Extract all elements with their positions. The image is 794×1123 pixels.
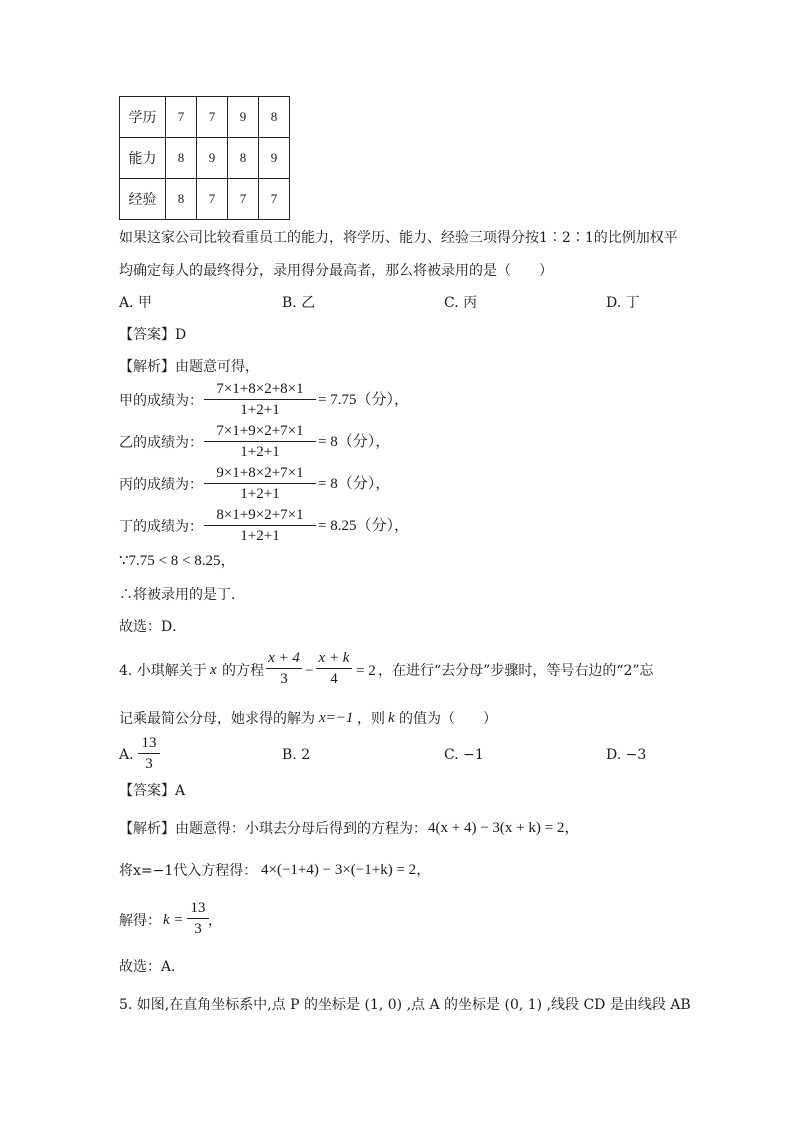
table-cell: 8 <box>166 179 197 220</box>
q4-optA-num: 13 <box>141 735 157 751</box>
q4-solve-label: 解得： <box>119 913 161 929</box>
table-cell: 7 <box>197 97 228 138</box>
q4-line2-b: ，则 <box>357 711 385 727</box>
q3-because: ∵7.75 < 8 < 8.25， <box>119 553 236 569</box>
q4-option-a-fraction <box>138 736 160 772</box>
q3-option-c: C. 丙 <box>444 295 478 311</box>
q4-solve-den: 3 <box>194 921 202 937</box>
q4-choose: 故选：A． <box>119 959 186 975</box>
score-label: 乙的成绩为： <box>119 435 203 451</box>
q4-solve-fraction <box>187 901 209 937</box>
table-cell: 7 <box>228 179 259 220</box>
score-result: = 8（分）， <box>318 476 391 492</box>
table-cell: 8 <box>259 97 290 138</box>
row-label: 能力 <box>120 138 166 179</box>
score-denominator: 1+2+1 <box>240 486 280 502</box>
q4-solution: x=−1 <box>319 710 354 726</box>
q4-var-k: k <box>388 710 395 726</box>
score-fraction <box>204 466 316 502</box>
q4-option-c: C. −1 <box>444 747 484 763</box>
score-label: 甲的成绩为： <box>119 393 203 409</box>
table-cell: 7 <box>166 97 197 138</box>
score-denominator: 1+2+1 <box>240 444 280 460</box>
score-fraction <box>204 382 316 418</box>
q4-frac2-num: x + k <box>318 650 350 666</box>
q3-stem-line1: 如果这家公司比较看重员工的能力，将学历、能力、经验三项得分按1∶2∶1的比例加权平 <box>119 230 678 246</box>
score-table <box>119 96 290 220</box>
q4-sub-text: 将x=−1代入方程得： <box>119 863 258 879</box>
q4-stem-b: 的方程 <box>222 663 264 679</box>
q4-solve-num: 13 <box>190 900 206 916</box>
q4-frac2-den: 4 <box>330 671 338 687</box>
table-row <box>120 97 290 138</box>
score-fraction <box>204 508 316 544</box>
q4-analysis-eq: 4(x + 4) − 3(x + k) = 2， <box>428 820 580 836</box>
table-cell: 8 <box>228 138 259 179</box>
q4-optA-den: 3 <box>145 756 153 772</box>
row-label: 经验 <box>120 179 166 220</box>
score-numerator: 8×1+9×2+7×1 <box>216 507 304 523</box>
q3-choose: 故选：D． <box>119 619 187 635</box>
q4-fraction-2 <box>316 651 352 687</box>
q3-answer: 【答案】D <box>119 327 187 343</box>
score-denominator: 1+2+1 <box>240 402 280 418</box>
q4-eq2: = 2 <box>356 663 376 679</box>
q4-option-d: D. −3 <box>606 747 647 763</box>
score-label: 丙的成绩为： <box>119 477 203 493</box>
table-cell: 8 <box>166 138 197 179</box>
score-numerator: 7×1+9×2+7×1 <box>216 423 304 439</box>
q4-analysis-text: 【解析】由题意得：小琪去分母后得到的方程为： <box>119 821 427 837</box>
table-cell: 7 <box>259 179 290 220</box>
q3-analysis: 【解析】由题意可得， <box>119 359 259 375</box>
q4-stem-c: ，在进行“去分母”步骤时，等号右边的“2”忘 <box>378 663 654 679</box>
score-result: = 7.75（分）， <box>318 392 409 408</box>
q4-stem-a: 4. 小琪解关于 <box>119 663 207 679</box>
q3-option-b: B. 乙 <box>282 295 316 311</box>
q4-sub-eq: 4×(−1+4) − 3×(−1+k) = 2， <box>261 862 432 878</box>
table-cell: 7 <box>197 179 228 220</box>
q4-frac1-num: x + 4 <box>268 650 300 666</box>
score-result: = 8.25（分）， <box>318 518 409 534</box>
q4-solve-k: k = <box>163 912 184 928</box>
q4-fraction-1 <box>266 651 302 687</box>
q4-var-x: x <box>210 662 217 678</box>
q4-line2-a: 记乘最简公分母，她求得的解为 <box>119 711 315 727</box>
row-label: 学历 <box>120 97 166 138</box>
score-result: = 8（分）， <box>318 434 391 450</box>
q4-answer: 【答案】A <box>119 783 186 799</box>
q4-option-b: B. 2 <box>282 747 311 763</box>
table-cell: 9 <box>228 97 259 138</box>
table-cell: 9 <box>259 138 290 179</box>
score-denominator: 1+2+1 <box>240 528 280 544</box>
q4-solve-end: ， <box>208 913 222 929</box>
q5-stem: 5. 如图,在直角坐标系中,点 P 的坐标是 (1, 0) ,点 A 的坐标是 (0, 1) ,线段 CD 是由线段 AB <box>119 997 691 1013</box>
score-numerator: 7×1+8×2+8×1 <box>216 381 304 397</box>
q4-frac1-den: 3 <box>280 671 288 687</box>
q4-minus: − <box>305 663 314 679</box>
q3-therefore: ∴将被录用的是丁． <box>119 587 245 603</box>
q4-line2-c: 的值为（ ） <box>399 711 497 727</box>
table-cell: 9 <box>197 138 228 179</box>
score-numerator: 9×1+8×2+7×1 <box>216 465 304 481</box>
q3-option-a: A. 甲 <box>119 295 153 311</box>
q3-option-d: D. 丁 <box>606 295 640 311</box>
q4-option-a-label: A. <box>119 747 134 763</box>
q3-stem-line2: 均确定每人的最终得分，录用得分最高者，那么将被录用的是（ ） <box>119 263 553 279</box>
table-row <box>120 138 290 179</box>
table-row <box>120 179 290 220</box>
score-fraction <box>204 424 316 460</box>
score-label: 丁的成绩为： <box>119 519 203 535</box>
